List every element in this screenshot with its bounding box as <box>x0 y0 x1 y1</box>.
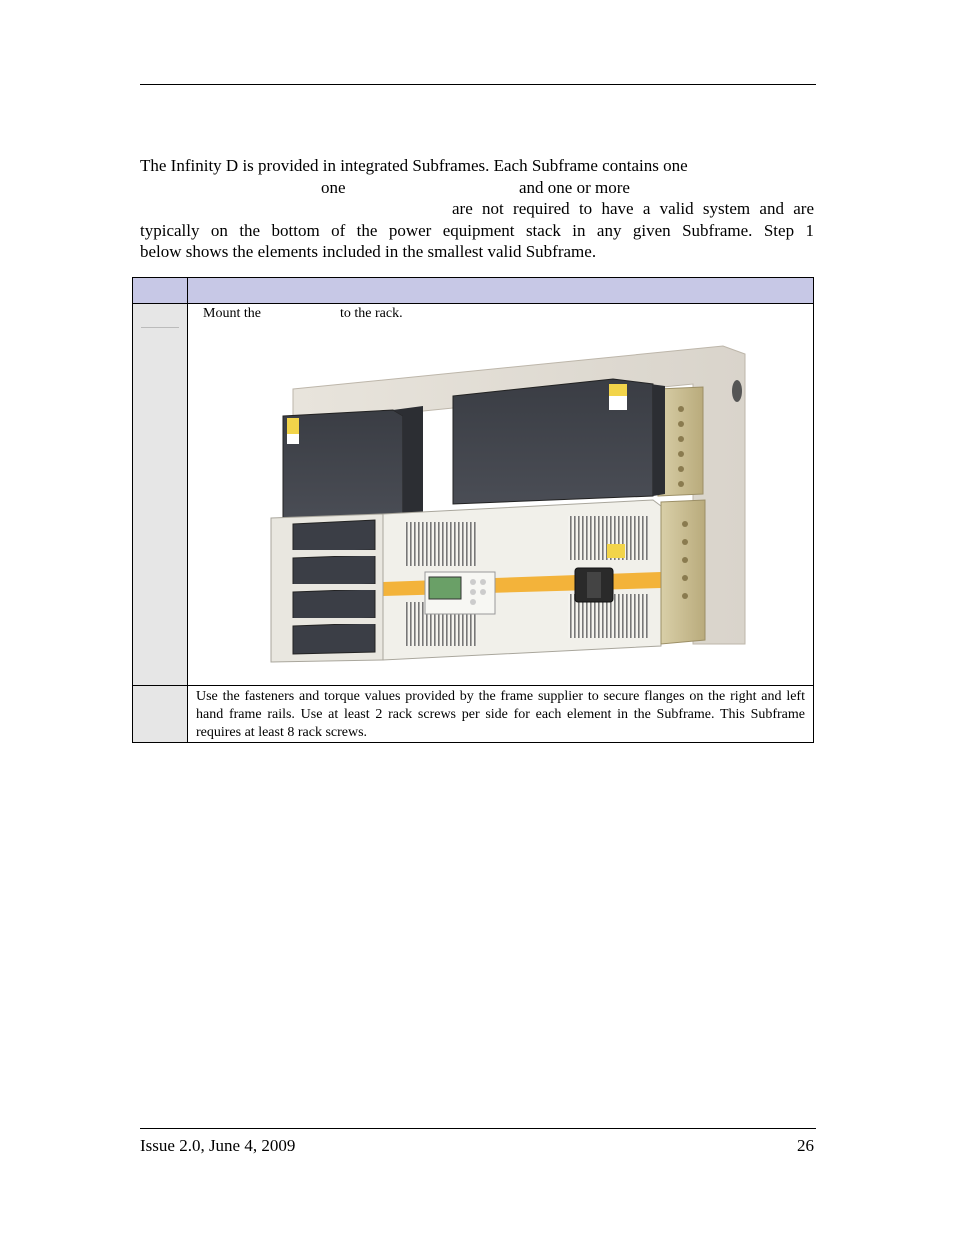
issue-date: Issue 2.0, June 4, 2009 <box>140 1136 296 1155</box>
paragraph-fragment: and one or more <box>519 177 630 197</box>
instruction-fragment: to the rack. <box>340 306 403 321</box>
procedure-table <box>132 277 814 743</box>
subframe-equipment-photo <box>253 344 753 664</box>
paragraph-line: The Infinity D is provided in integrated Subframes. Each Subframe contains one <box>140 156 688 175</box>
paragraph-line: below shows the elements included in the smallest valid Subframe. <box>140 242 597 261</box>
step-number-cell <box>133 686 187 742</box>
paragraph-line <box>140 198 814 220</box>
intro-paragraph <box>140 155 814 263</box>
paragraph-fragment: are not required to have a valid system and are <box>452 199 814 218</box>
step-2-instruction: Use the fasteners and torque values provided by the frame supplier to secure flanges on the right and left hand frame rails. Use at least 2 rack screws per side for each element in the Subframe. This Subframe requires at least 8 rack screws. <box>196 689 805 740</box>
step-number-cell <box>133 304 187 685</box>
footer-rule <box>140 1128 816 1129</box>
paragraph-line: typically on the bottom of the power equipment stack in any given Subframe. Step 1 <box>140 220 814 240</box>
instruction-fragment: Mount the <box>203 306 261 321</box>
paragraph-line <box>140 177 814 199</box>
row-divider <box>133 685 813 686</box>
page-number: 26 <box>797 1136 814 1155</box>
table-header-action <box>188 278 813 304</box>
column-divider <box>187 278 188 742</box>
paragraph-fragment: one <box>321 177 346 197</box>
step-number-underline <box>141 327 179 328</box>
table-header-step <box>133 278 187 304</box>
header-rule <box>140 84 816 85</box>
